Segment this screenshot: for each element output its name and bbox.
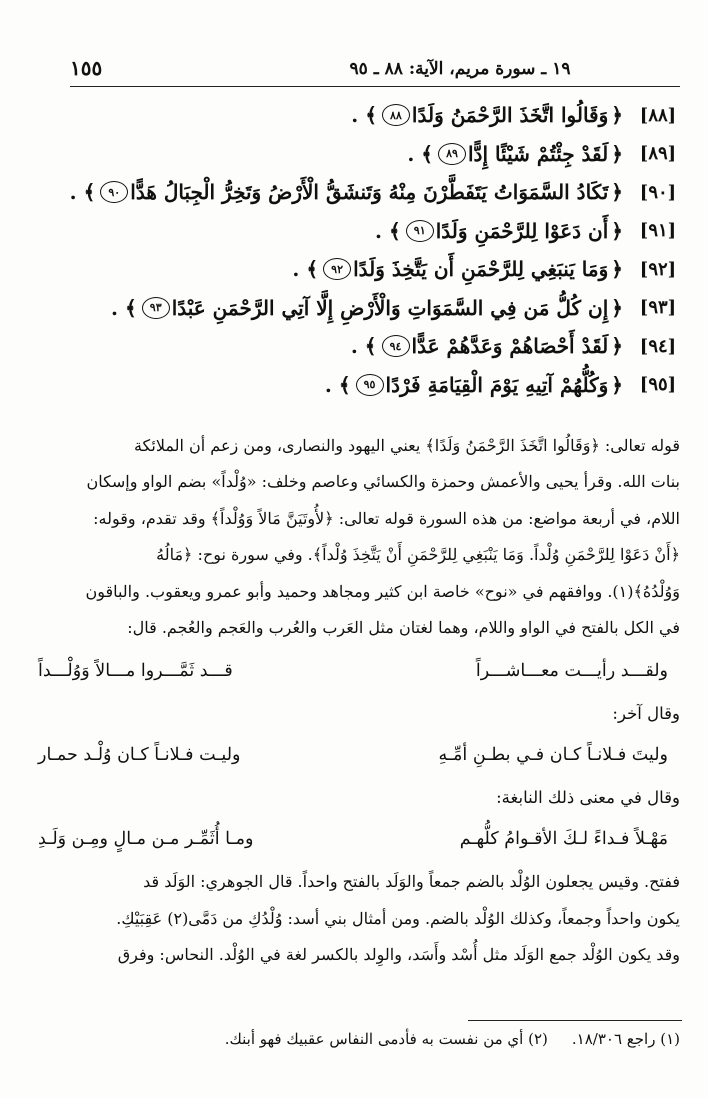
- ornate-bracket-open-icon: ﴿: [611, 334, 623, 359]
- verse-number: [٩٥]: [639, 374, 677, 396]
- verse-number: [٨٨]: [639, 104, 677, 126]
- ornate-bracket-close-icon: ﴾ .: [292, 257, 319, 282]
- verse-line: [40, 212, 680, 251]
- ornate-bracket-close-icon: ﴾ .: [407, 141, 433, 166]
- ornate-bracket-close-icon: ﴾ .: [324, 372, 351, 397]
- verse-line: [40, 289, 680, 328]
- poem-second-hemistich: ومـا أُثَمِّـر مـن مـالٍ ومِـن وَلَـدِ: [38, 829, 254, 850]
- verse-text: أَن دَعَوْا لِلرَّحْمَنِ وَلَدًا: [435, 218, 609, 243]
- poem-verse: [26, 730, 680, 780]
- verse-number: [٩٣]: [639, 297, 677, 319]
- body-line: في الكل بالفتح في الواو واللام، وهما لغتان مثل العَرب والعُرب والعَجم والعُجم. قال:: [127, 617, 680, 637]
- body-line: ﴿أَنْ دَعَوْا لِلرَّحْمَنِ وُلْداً. وَمَا يَنْبَغِي لِلرَّحْمَنِ أَنْ يَتَّخِذَ وُلْداً﴾. وفي سورة نوح: ﴿مَالُهُ: [156, 545, 680, 565]
- verse-text: وَقَالُوا اتَّخَذَ الرَّحْمَنُ وَلَدًا: [411, 103, 609, 128]
- poem-verse: [26, 814, 680, 864]
- verse-line: [40, 96, 680, 135]
- verse-end-marker: ٩٣: [142, 297, 170, 319]
- verse-end-marker: ٨٨: [382, 104, 410, 126]
- commentary-body: [26, 428, 680, 974]
- quran-verses: [40, 96, 680, 404]
- verse-text: لَقَدْ جِئْتُمْ شَيْئًا إِدًّا: [467, 141, 609, 166]
- verse-end-marker: ٩٤: [382, 335, 410, 357]
- verse-line: [40, 366, 680, 405]
- body-line: وَوُلْدُهُ﴾(١). ووافقهم في «نوح» خاصة ابن كثير ومجاهد وحميد وأبو عمرو ويعقوب. والباقون: [85, 581, 680, 601]
- verse-end-marker: ٩٥: [356, 374, 384, 396]
- ornate-bracket-open-icon: ﴿: [611, 372, 623, 397]
- ornate-bracket-open-icon: ﴿: [611, 257, 623, 282]
- ornate-bracket-close-icon: ﴾ .: [375, 218, 401, 243]
- body-line: اللام، في أربعة مواضع: من هذه السورة قوله تعالى: ﴿لأُوتَيَنَّ مَالاً وَوُلْداً﴾ وقد تقدم، وقوله:: [93, 508, 680, 528]
- ornate-bracket-close-icon: ﴾ .: [111, 295, 137, 320]
- ornate-bracket-close-icon: ﴾ .: [351, 103, 377, 128]
- body-line: ففتح. وقيس يجعلون الوُلْد بالضم جمعاً والوَلَد بالفتح واحداً. قال الجوهري: الوَلَد قد: [143, 872, 680, 892]
- verse-text: وَكُلُّهُمْ آتِيهِ يَوْمَ الْقِيَامَةِ فَرْدًا: [385, 372, 609, 397]
- poem-first-hemistich: مَهْـلاً فـداءً لـكَ الأقـوامُ كلُّهـم: [459, 829, 668, 850]
- verse-number: [٨٩]: [639, 143, 677, 165]
- verse-text: إِن كُلُّ مَن فِي السَّمَوَاتِ وَالْأَرْضِ إِلَّا آتِي الرَّحْمَنِ عَبْدًا: [171, 295, 609, 320]
- footnote-divider: [468, 1020, 682, 1021]
- ornate-bracket-open-icon: ﴿: [611, 180, 623, 205]
- ornate-bracket-open-icon: ﴿: [611, 218, 623, 243]
- poem-second-hemistich: وليـت فـلانـاً كـان وُلْـد حمـار: [38, 745, 241, 766]
- verse-end-marker: ٨٩: [438, 143, 466, 165]
- ornate-bracket-open-icon: ﴿: [611, 295, 623, 320]
- poem-intro: وقال في معنى ذلك النابغة:: [496, 788, 680, 808]
- ornate-bracket-close-icon: ﴾ .: [350, 334, 377, 359]
- verse-text: لَقَدْ أَحْصَاهُمْ وَعَدَّهُمْ عَدًّا: [411, 334, 609, 359]
- verse-line: [40, 135, 680, 174]
- body-line: قوله تعالى: ﴿وَقَالُوا اتَّخَذَ الرَّحْمَنُ وَلَدًا﴾ يعني اليهود والنصارى، ومن زعم أن الملائكة: [133, 436, 680, 455]
- verse-number: [٩٢]: [639, 258, 677, 280]
- poem-intro: وقال آخر:: [612, 704, 680, 724]
- ornate-bracket-open-icon: ﴿: [611, 103, 623, 128]
- running-head: ١٩ ـ سورة مريم، الآية: ٨٨ ـ ٩٥: [349, 59, 571, 79]
- poem-first-hemistich: ولقـــد رأيـــت معـــاشـــراً: [475, 661, 668, 682]
- body-line: وقد يكون الوُلْد جمع الوَلَد مثل أُسْد وأَسَد، والوِلد بالكسر لغة في الوُلْد. النحاس: وفرق: [117, 945, 680, 965]
- verse-end-marker: ٩١: [406, 220, 434, 242]
- verse-end-marker: ٩٢: [323, 258, 351, 280]
- page-header: [70, 52, 680, 87]
- body-line: بنات الله. وقرأ يحيى والأعمش وحمزة والكسائي وعاصم وخلف: «وُلْداً» بضم الواو وإسكان: [86, 472, 680, 492]
- footnote: (٢) أي من نفست به فأدمى النفاس عقبيك فهو أبنك.: [224, 1030, 548, 1048]
- poem-second-hemistich: قـــد ثَمَّـــروا مـــالاً وَوُلْـــداً: [38, 661, 233, 682]
- verse-text: تَكَادُ السَّمَوَاتُ يَتَفَطَّرْنَ مِنْهُ وَتَنشَقُّ الْأَرْضُ وَتَخِرُّ الْجِبَالُ هَدًّا: [130, 180, 609, 205]
- footnotes: [26, 1030, 680, 1048]
- verse-line: [40, 250, 680, 289]
- verse-line: [40, 173, 680, 212]
- poem-first-hemistich: وليتَ فـلانـاً كـان فـي بطـنِ أمِّـهِ: [438, 745, 668, 766]
- verse-number: [٩١]: [639, 220, 677, 242]
- verse-text: وَمَا يَنبَغِي لِلرَّحْمَنِ أَن يَتَّخِذَ وَلَدًا: [353, 257, 609, 282]
- body-line: يكون واحداً وجمعاً، وكذلك الوُلْد بالضم. ومن أمثال بني أسد: وُلْدُكِ من دَمَّى(٢) عَقِبَيْكِ.: [116, 908, 680, 928]
- verse-end-marker: ٩٠: [100, 181, 128, 203]
- verse-number: [٩٠]: [639, 181, 677, 203]
- verse-number: [٩٤]: [639, 335, 677, 357]
- ornate-bracket-open-icon: ﴿: [611, 141, 623, 166]
- verse-line: [40, 327, 680, 366]
- poem-verse: [26, 646, 680, 696]
- page-number: ١٥٥: [70, 56, 103, 80]
- ornate-bracket-close-icon: ﴾ .: [69, 180, 96, 205]
- footnote: (١) راجع ١٨/٣٠٦.: [571, 1030, 680, 1048]
